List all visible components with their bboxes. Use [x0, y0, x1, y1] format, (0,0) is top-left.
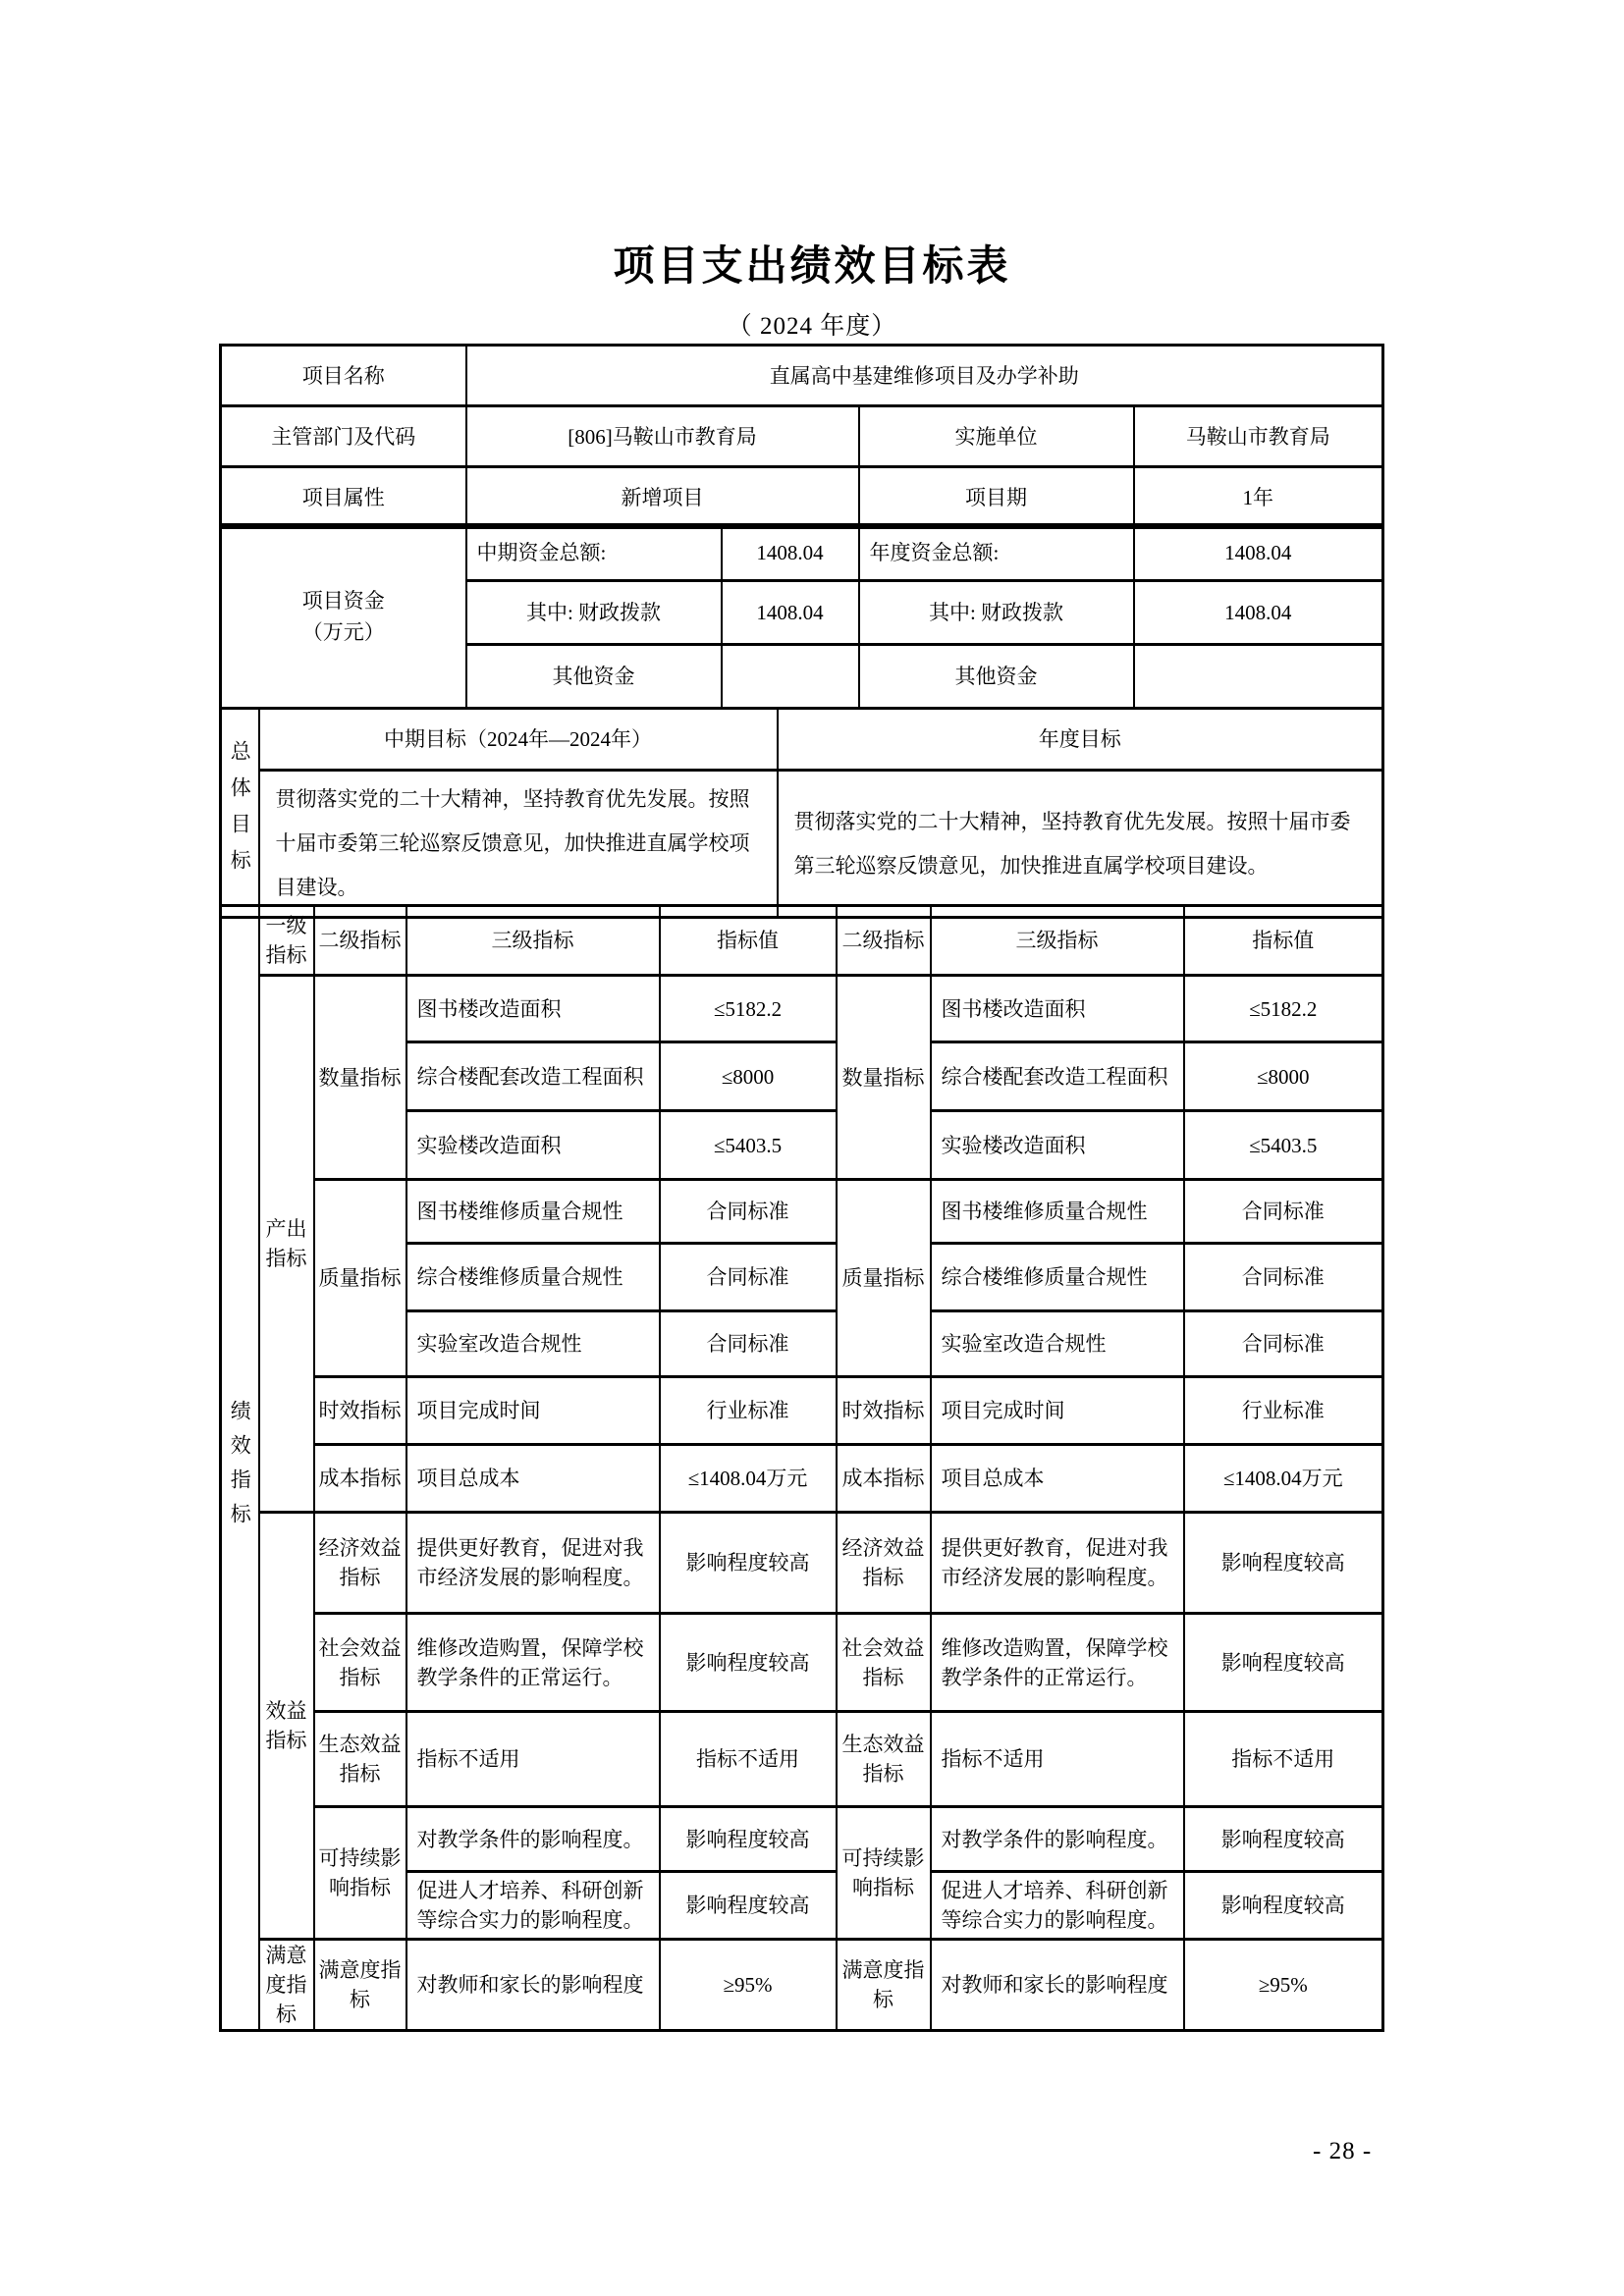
mid-goal-header: 中期目标（2024年—2024年）	[259, 709, 778, 771]
header-level2-year: 二级指标	[837, 906, 931, 976]
indicator-name: 综合楼配套改造工程面积	[406, 1042, 660, 1111]
performance-side-text: 绩效指标	[228, 1399, 252, 1537]
indicator-value-year: 合同标准	[1184, 1244, 1383, 1311]
indicator-value: ≥95%	[660, 1940, 837, 2031]
indicator-value-year: ≥95%	[1184, 1940, 1383, 2031]
indicator-name: 图书楼维修质量合规性	[406, 1180, 660, 1244]
level1-satisfaction: 满意度指标	[259, 1940, 314, 2031]
indicator-name-year: 实验室改造合规性	[931, 1311, 1184, 1377]
level2-quantity-year: 数量指标	[837, 976, 931, 1180]
indicator-name: 提供更好教育，促进对我市经济发展的影响程度。	[406, 1513, 660, 1614]
level2-satisfaction-year: 满意度指标	[837, 1940, 931, 2031]
indicator-value-year: 影响程度较高	[1184, 1614, 1383, 1712]
level2-ecology: 生态效益指标	[314, 1712, 406, 1807]
level2-time-year: 时效指标	[837, 1377, 931, 1445]
indicator-value-year: ≤5403.5	[1184, 1111, 1383, 1180]
indicator-value: 合同标准	[660, 1180, 837, 1244]
mid-total-value: 1408.04	[722, 525, 859, 581]
indicator-name-year: 对教学条件的影响程度。	[931, 1807, 1184, 1872]
year-goal-text: 贯彻落实党的二十大精神，坚持教育优先发展。按照十届市委第三轮巡察反馈意见，加快推进直属学校项目建设。	[778, 771, 1383, 918]
indicator-name: 项目总成本	[406, 1445, 660, 1513]
page-number: - 28 -	[1313, 2138, 1373, 2164]
level2-quality-year: 质量指标	[837, 1180, 931, 1377]
indicator-value: 影响程度较高	[660, 1872, 837, 1940]
level2-satisfaction: 满意度指标	[314, 1940, 406, 2031]
level2-quality: 质量指标	[314, 1180, 406, 1377]
mid-other-label: 其他资金	[466, 645, 722, 709]
table-row	[221, 709, 1383, 771]
mid-other-value	[722, 645, 859, 709]
year-other-value	[1134, 645, 1383, 709]
indicator-value-year: ≤5182.2	[1184, 976, 1383, 1042]
indicator-value: ≤5403.5	[660, 1111, 837, 1180]
level2-cost: 成本指标	[314, 1445, 406, 1513]
level1-benefit: 效益指标	[259, 1513, 314, 1940]
table-row	[221, 976, 1383, 1042]
indicator-value-year: ≤8000	[1184, 1042, 1383, 1111]
impl-unit-label: 实施单位	[859, 406, 1134, 467]
indicator-value-year: 指标不适用	[1184, 1712, 1383, 1807]
year-goal-header: 年度目标	[778, 709, 1383, 771]
table-row	[221, 1513, 1383, 1614]
mid-fiscal-value: 1408.04	[722, 581, 859, 645]
indicator-value: 影响程度较高	[660, 1513, 837, 1614]
year-fiscal-label: 其中: 财政拨款	[859, 581, 1134, 645]
level2-quantity: 数量指标	[314, 976, 406, 1180]
project-info-table	[219, 344, 1384, 529]
indicator-value: 影响程度较高	[660, 1614, 837, 1712]
performance-indicators-table	[219, 904, 1384, 2032]
indicator-name: 对教学条件的影响程度。	[406, 1807, 660, 1872]
indicator-name: 图书楼改造面积	[406, 976, 660, 1042]
project-funding-table	[219, 523, 1384, 710]
indicator-name-year: 项目完成时间	[931, 1377, 1184, 1445]
attr-value: 新增项目	[466, 467, 859, 528]
table-row	[221, 346, 1383, 406]
header-level2: 二级指标	[314, 906, 406, 976]
indicator-name: 对教师和家长的影响程度	[406, 1940, 660, 2031]
table-row	[221, 1807, 1383, 1872]
indicator-value: ≤8000	[660, 1042, 837, 1111]
year-total-label: 年度资金总额:	[859, 525, 1134, 581]
table-row	[221, 1940, 1383, 2031]
indicator-value: ≤5182.2	[660, 976, 837, 1042]
level2-time: 时效指标	[314, 1377, 406, 1445]
indicator-value-year: 影响程度较高	[1184, 1872, 1383, 1940]
indicator-value: 合同标准	[660, 1311, 837, 1377]
indicator-value: 合同标准	[660, 1244, 837, 1311]
overall-goal-side-label	[221, 709, 259, 918]
table-row	[221, 1377, 1383, 1445]
overall-goals-table	[219, 707, 1384, 919]
overall-goal-side-text: 总体目标	[228, 740, 252, 885]
indicator-name-year: 项目总成本	[931, 1445, 1184, 1513]
impl-unit-value: 马鞍山市教育局	[1134, 406, 1383, 467]
indicator-name-year: 对教师和家长的影响程度	[931, 1940, 1184, 2031]
page-title: 项目支出绩效目标表	[613, 242, 1011, 289]
header-value: 指标值	[660, 906, 837, 976]
level2-social: 社会效益指标	[314, 1614, 406, 1712]
level2-social-year: 社会效益指标	[837, 1614, 931, 1712]
indicator-name-year: 综合楼配套改造工程面积	[931, 1042, 1184, 1111]
indicator-name: 项目完成时间	[406, 1377, 660, 1445]
level2-sustain-year: 可持续影响指标	[837, 1807, 931, 1940]
indicator-name-year: 促进人才培养、科研创新等综合实力的影响程度。	[931, 1872, 1184, 1940]
table-row	[221, 406, 1383, 467]
page-subtitle: （ 2024 年度）	[727, 313, 897, 340]
funding-label-line1: 项目资金	[301, 589, 385, 613]
indicator-name: 综合楼维修质量合规性	[406, 1244, 660, 1311]
project-name-label: 项目名称	[221, 346, 466, 406]
table-row	[221, 467, 1383, 528]
level2-economic: 经济效益指标	[314, 1513, 406, 1614]
indicator-value-year: 影响程度较高	[1184, 1513, 1383, 1614]
indicator-name-year: 指标不适用	[931, 1712, 1184, 1807]
indicator-name: 实验室改造合规性	[406, 1311, 660, 1377]
table-row	[221, 1180, 1383, 1244]
indicator-name-year: 提供更好教育，促进对我市经济发展的影响程度。	[931, 1513, 1184, 1614]
year-other-label: 其他资金	[859, 645, 1134, 709]
dept-value: [806]马鞍山市教育局	[466, 406, 859, 467]
indicator-value: 指标不适用	[660, 1712, 837, 1807]
header-level3-year: 三级指标	[931, 906, 1184, 976]
funding-label-line2: （万元）	[301, 620, 385, 644]
indicator-name-year: 实验楼改造面积	[931, 1111, 1184, 1180]
mid-goal-text: 贯彻落实党的二十大精神，坚持教育优先发展。按照十届市委第三轮巡察反馈意见，加快推进直属学校项目建设。	[259, 771, 778, 918]
table-row	[221, 1712, 1383, 1807]
table-row	[221, 1614, 1383, 1712]
indicator-name-year: 维修改造购置，保障学校教学条件的正常运行。	[931, 1614, 1184, 1712]
header-level3: 三级指标	[406, 906, 660, 976]
funding-label	[221, 525, 466, 709]
indicator-name: 维修改造购置，保障学校教学条件的正常运行。	[406, 1614, 660, 1712]
level2-cost-year: 成本指标	[837, 1445, 931, 1513]
performance-side-label	[221, 906, 259, 2031]
mid-fiscal-label: 其中: 财政拨款	[466, 581, 722, 645]
project-name-value: 直属高中基建维修项目及办学补助	[466, 346, 1383, 406]
year-fiscal-value: 1408.04	[1134, 581, 1383, 645]
period-value: 1年	[1134, 467, 1383, 528]
table-row	[221, 1445, 1383, 1513]
indicator-value-year: 合同标准	[1184, 1180, 1383, 1244]
indicator-header-row	[221, 906, 1383, 976]
indicator-name: 指标不适用	[406, 1712, 660, 1807]
indicator-name-year: 图书楼改造面积	[931, 976, 1184, 1042]
level2-ecology-year: 生态效益指标	[837, 1712, 931, 1807]
mid-total-label: 中期资金总额:	[466, 525, 722, 581]
dept-label: 主管部门及代码	[221, 406, 466, 467]
indicator-name: 实验楼改造面积	[406, 1111, 660, 1180]
indicator-name-year: 图书楼维修质量合规性	[931, 1180, 1184, 1244]
indicator-value: 影响程度较高	[660, 1807, 837, 1872]
indicator-value-year: 合同标准	[1184, 1311, 1383, 1377]
indicator-value: ≤1408.04万元	[660, 1445, 837, 1513]
indicator-value-year: 行业标准	[1184, 1377, 1383, 1445]
attr-label: 项目属性	[221, 467, 466, 528]
indicator-value-year: ≤1408.04万元	[1184, 1445, 1383, 1513]
level2-economic-year: 经济效益指标	[837, 1513, 931, 1614]
indicator-name-year: 综合楼维修质量合规性	[931, 1244, 1184, 1311]
year-total-value: 1408.04	[1134, 525, 1383, 581]
level2-sustain: 可持续影响指标	[314, 1807, 406, 1940]
indicator-value-year: 影响程度较高	[1184, 1807, 1383, 1872]
header-level1: 一级指标	[259, 906, 314, 976]
table-row	[221, 771, 1383, 918]
table-row	[221, 525, 1383, 581]
header-value-year: 指标值	[1184, 906, 1383, 976]
indicator-value: 行业标准	[660, 1377, 837, 1445]
period-label: 项目期	[859, 467, 1134, 528]
level1-output: 产出指标	[259, 976, 314, 1513]
indicator-name: 促进人才培养、科研创新等综合实力的影响程度。	[406, 1872, 660, 1940]
